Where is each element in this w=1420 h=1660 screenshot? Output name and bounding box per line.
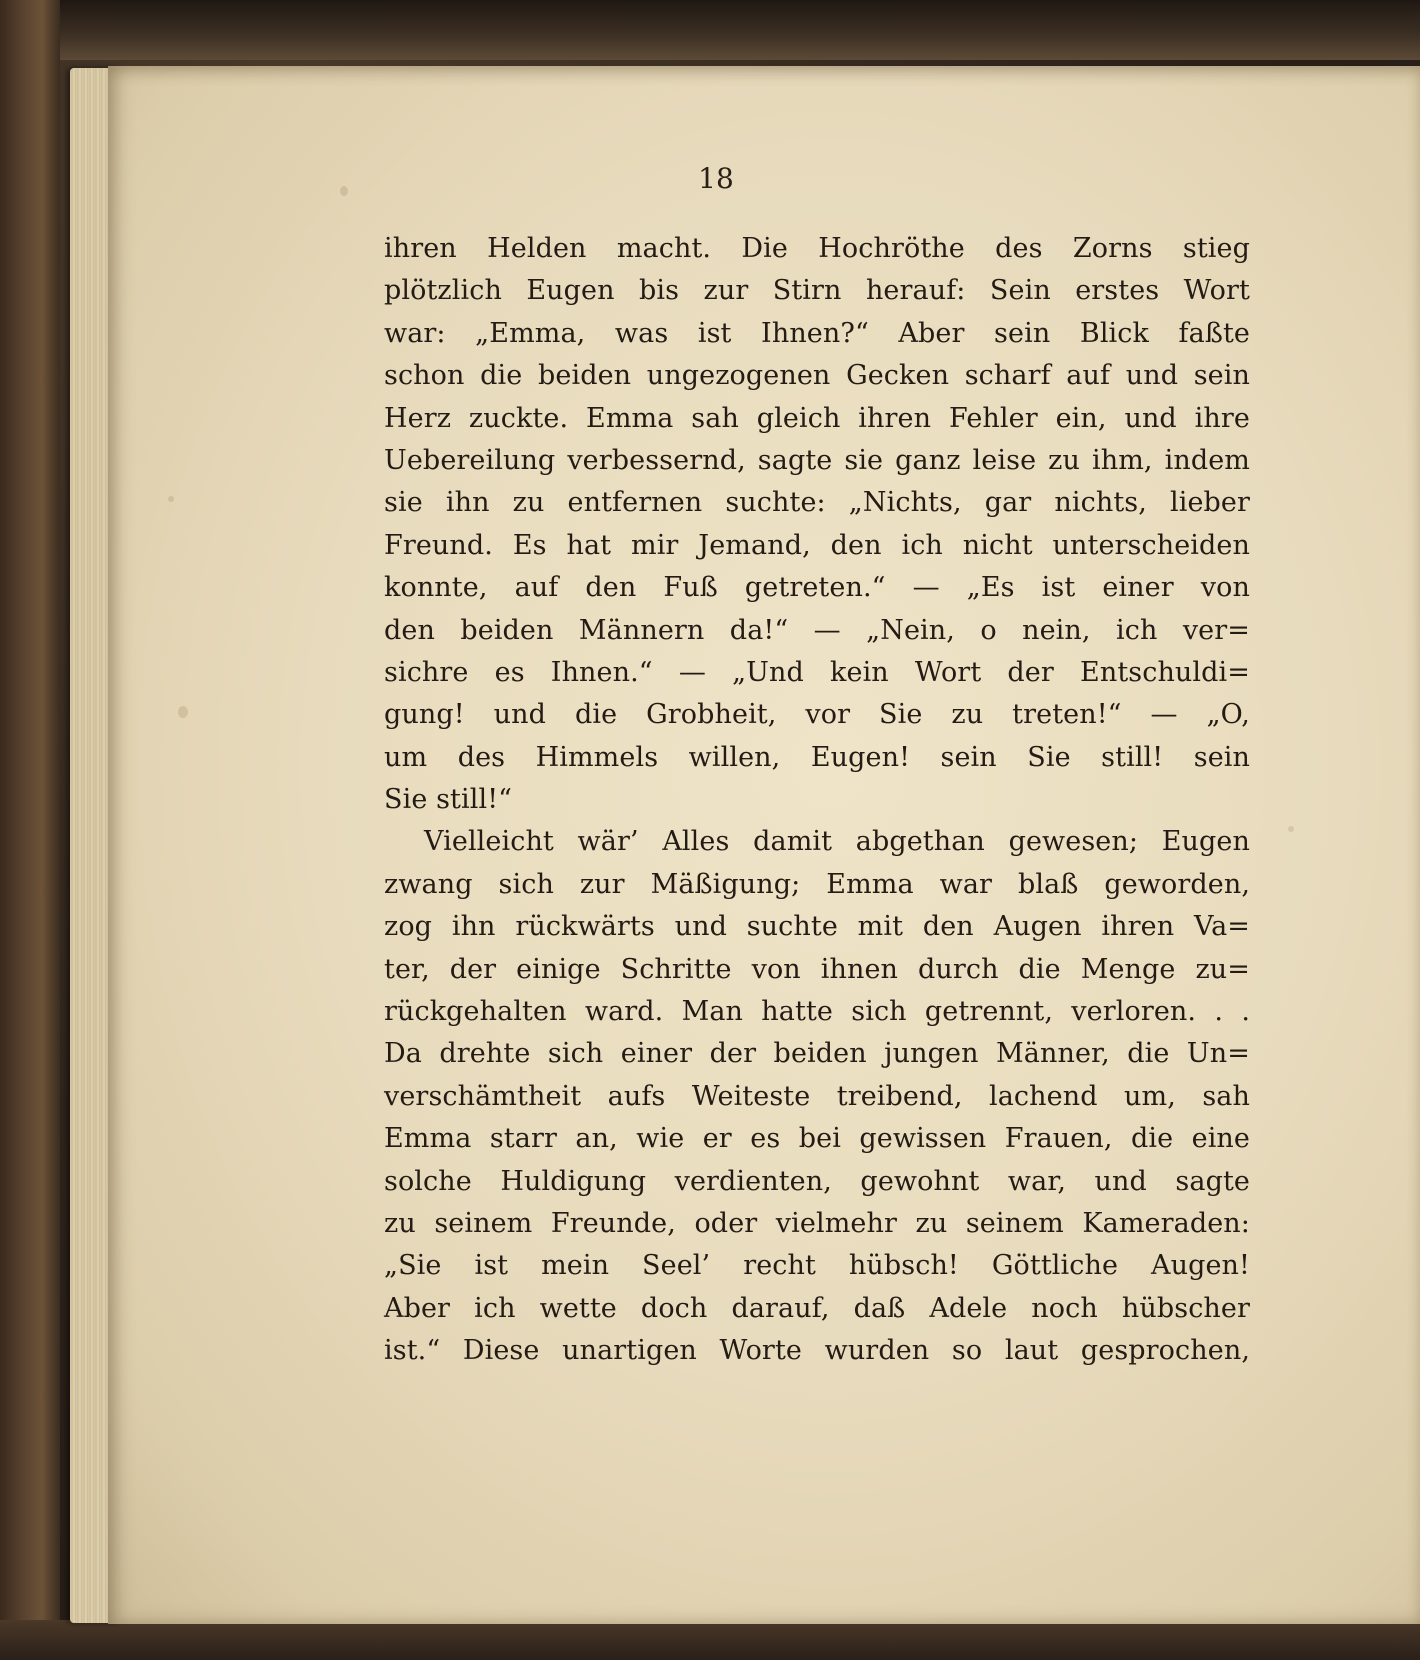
paper-stain: [178, 706, 188, 718]
text-line: den beiden Männern da!“ — „Nein, o nein, ich ver=: [384, 614, 1250, 646]
text-line: Emma starr an, wie er es bei gewissen Frauen, die eine: [384, 1123, 1250, 1155]
paper-stain: [1288, 826, 1294, 832]
text-line: rückgehalten ward. Man hatte sich getrennt, verloren. . .: [384, 996, 1250, 1028]
text-line: solche Huldigung verdienten, gewohnt war, und sagte: [384, 1165, 1250, 1197]
paper-stain: [168, 496, 174, 502]
book-cover-spine-edge: [0, 0, 60, 1660]
book-cover-top-edge: [0, 0, 1420, 60]
text-line: Aber ich wette doch darauf, daß Adele noch hübscher: [384, 1292, 1250, 1324]
book-cover-bottom-edge: [0, 1620, 1420, 1660]
text-line: zwang sich zur Mäßigung; Emma war blaß geworden,: [384, 868, 1250, 900]
text-line: sichre es Ihnen.“ — „Und kein Wort der Entschuldi=: [384, 656, 1250, 688]
text-line: verschämtheit aufs Weiteste treibend, lachend um, sah: [384, 1080, 1250, 1112]
text-line: ter, der einige Schritte von ihnen durch die Menge zu=: [384, 953, 1250, 985]
text-line: Uebereilung verbessernd, sagte sie ganz leise zu ihm, indem: [384, 444, 1250, 476]
body-text: [384, 228, 1250, 1373]
text-line: „Sie ist mein Seel’ recht hübsch! Göttliche Augen!: [384, 1250, 1250, 1282]
text-line: zu seinem Freunde, oder vielmehr zu seinem Kameraden:: [384, 1207, 1250, 1239]
text-line: Freund. Es hat mir Jemand, den ich nicht unterscheiden: [384, 529, 1250, 561]
text-line: gung! und die Grobheit, vor Sie zu treten!“ — „O,: [384, 699, 1250, 731]
text-line: plötzlich Eugen bis zur Stirn herauf: Sein erstes Wort: [384, 275, 1250, 307]
text-line: sie ihn zu entfernen suchte: „Nichts, gar nichts, lieber: [384, 487, 1250, 519]
text-line: zog ihn rückwärts und suchte mit den Augen ihren Va=: [384, 911, 1250, 943]
text-line: Herz zuckte. Emma sah gleich ihren Fehler ein, und ihre: [384, 402, 1250, 434]
page-number: 18: [698, 162, 734, 195]
text-line: Sie still!“: [384, 784, 513, 816]
paper-stain: [340, 186, 348, 196]
text-line: um des Himmels willen, Eugen! sein Sie still! sein: [384, 741, 1250, 773]
text-line: schon die beiden ungezogenen Gecken scharf auf und sein: [384, 360, 1250, 392]
text-line: ihren Helden macht. Die Hochröthe des Zorns stieg: [384, 233, 1250, 264]
text-line: ist.“ Diese unartigen Worte wurden so laut gesprochen,: [384, 1335, 1250, 1367]
text-line: Vielleicht wär’ Alles damit abgethan gewesen; Eugen: [424, 826, 1250, 858]
text-line: Da drehte sich einer der beiden jungen Männer, die Un=: [384, 1038, 1250, 1070]
text-line: war: „Emma, was ist Ihnen?“ Aber sein Blick faßte: [384, 317, 1250, 349]
text-line: konnte, auf den Fuß getreten.“ — „Es ist einer von: [384, 572, 1250, 604]
